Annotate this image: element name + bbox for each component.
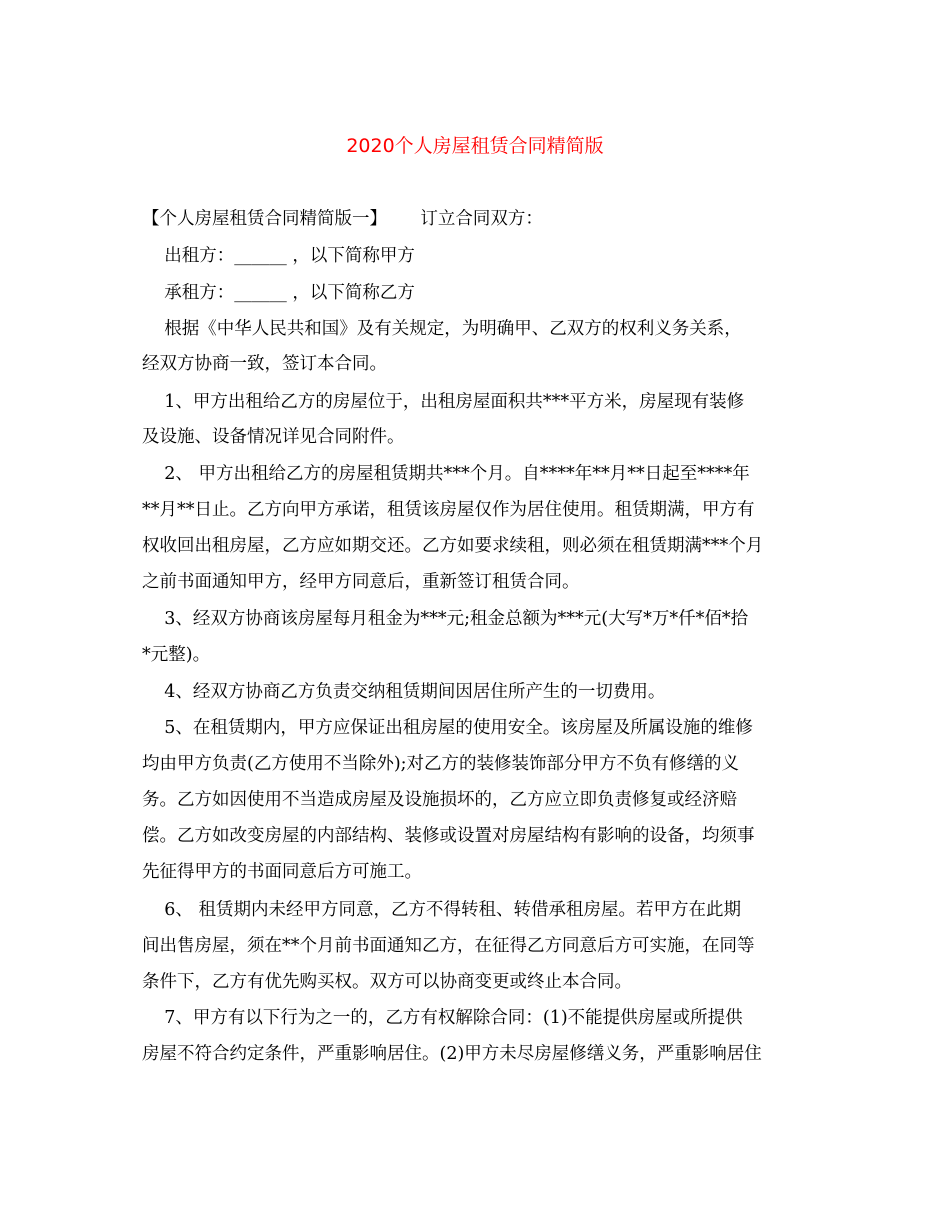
text-line: 根据《中华人民共和国》及有关规定，为明确甲、乙双方的权利义务关系， — [142, 319, 742, 339]
text-line: 务。乙方如因使用不当造成房屋及设施损坏的，乙方应立即负责修复或经济赔 — [142, 790, 737, 810]
text-line: 2、 甲方出租给乙方的房屋租赁期共***个月。自****年**月**日起至****年 — [142, 464, 750, 484]
text-line: 5、在租赁期内，甲方应保证出租房屋的使用安全。该房屋及所属设施的维修 — [142, 718, 753, 738]
text-line: **月**日止。乙方向甲方承诺，租赁该房屋仅作为居住使用。租赁期满，甲方有 — [142, 500, 755, 520]
text-line: 均由甲方负责(乙方使用不当除外);对乙方的装修装饰部分甲方不负有修缮的义 — [142, 754, 740, 774]
text-line: 4、经双方协商乙方负责交纳租赁期间因居住所产生的一切费用。 — [142, 682, 666, 702]
text-line: 出租方：______ ，以下简称甲方 — [142, 246, 415, 266]
text-line: 3、经双方协商该房屋每月租金为***元;租金总额为***元(大写*万*仟*佰*拾 — [142, 609, 749, 629]
text-line: 承租方：______ ，以下简称乙方 — [142, 283, 415, 303]
text-line: 【个人房屋租赁合同精简版一】 订立合同双方： — [142, 209, 543, 229]
text-line: 条件下，乙方有优先购买权。双方可以协商变更或终止本合同。 — [142, 972, 632, 992]
text-line: 及设施、设备情况详见合同附件。 — [142, 427, 405, 447]
text-line: 7、甲方有以下行为之一的，乙方有权解除合同：(1)不能提供房屋或所提供 — [142, 1008, 743, 1028]
text-line: *元整)。 — [142, 645, 211, 665]
text-line: 1、甲方出租给乙方的房屋位于，出租房屋面积共***平方米，房屋现有装修 — [142, 392, 745, 412]
text-line: 6、 租赁期内未经甲方同意，乙方不得转租、转借承租房屋。若甲方在此期 — [142, 900, 741, 920]
text-line: 先征得甲方的书面同意后方可施工。 — [142, 862, 422, 882]
text-line: 房屋不符合约定条件，严重影响居住。(2)甲方未尽房屋修缮义务，严重影响居住 — [142, 1044, 762, 1064]
text-line: 偿。乙方如改变房屋的内部结构、装修或设置对房屋结构有影响的设备，均须事 — [142, 826, 755, 846]
text-line: 经双方协商一致，签订本合同。 — [142, 354, 387, 374]
text-line: 间出售房屋，须在**个月前书面通知乙方，在征得乙方同意后方可实施，在同等 — [142, 936, 755, 956]
document-title: 2020个人房屋租赁合同精简版 — [346, 135, 604, 157]
text-line: 之前书面通知甲方，经甲方同意后，重新签订租赁合同。 — [142, 572, 580, 592]
text-line: 权收回出租房屋，乙方应如期交还。乙方如要求续租，则必须在租赁期满***个月 — [142, 536, 764, 556]
